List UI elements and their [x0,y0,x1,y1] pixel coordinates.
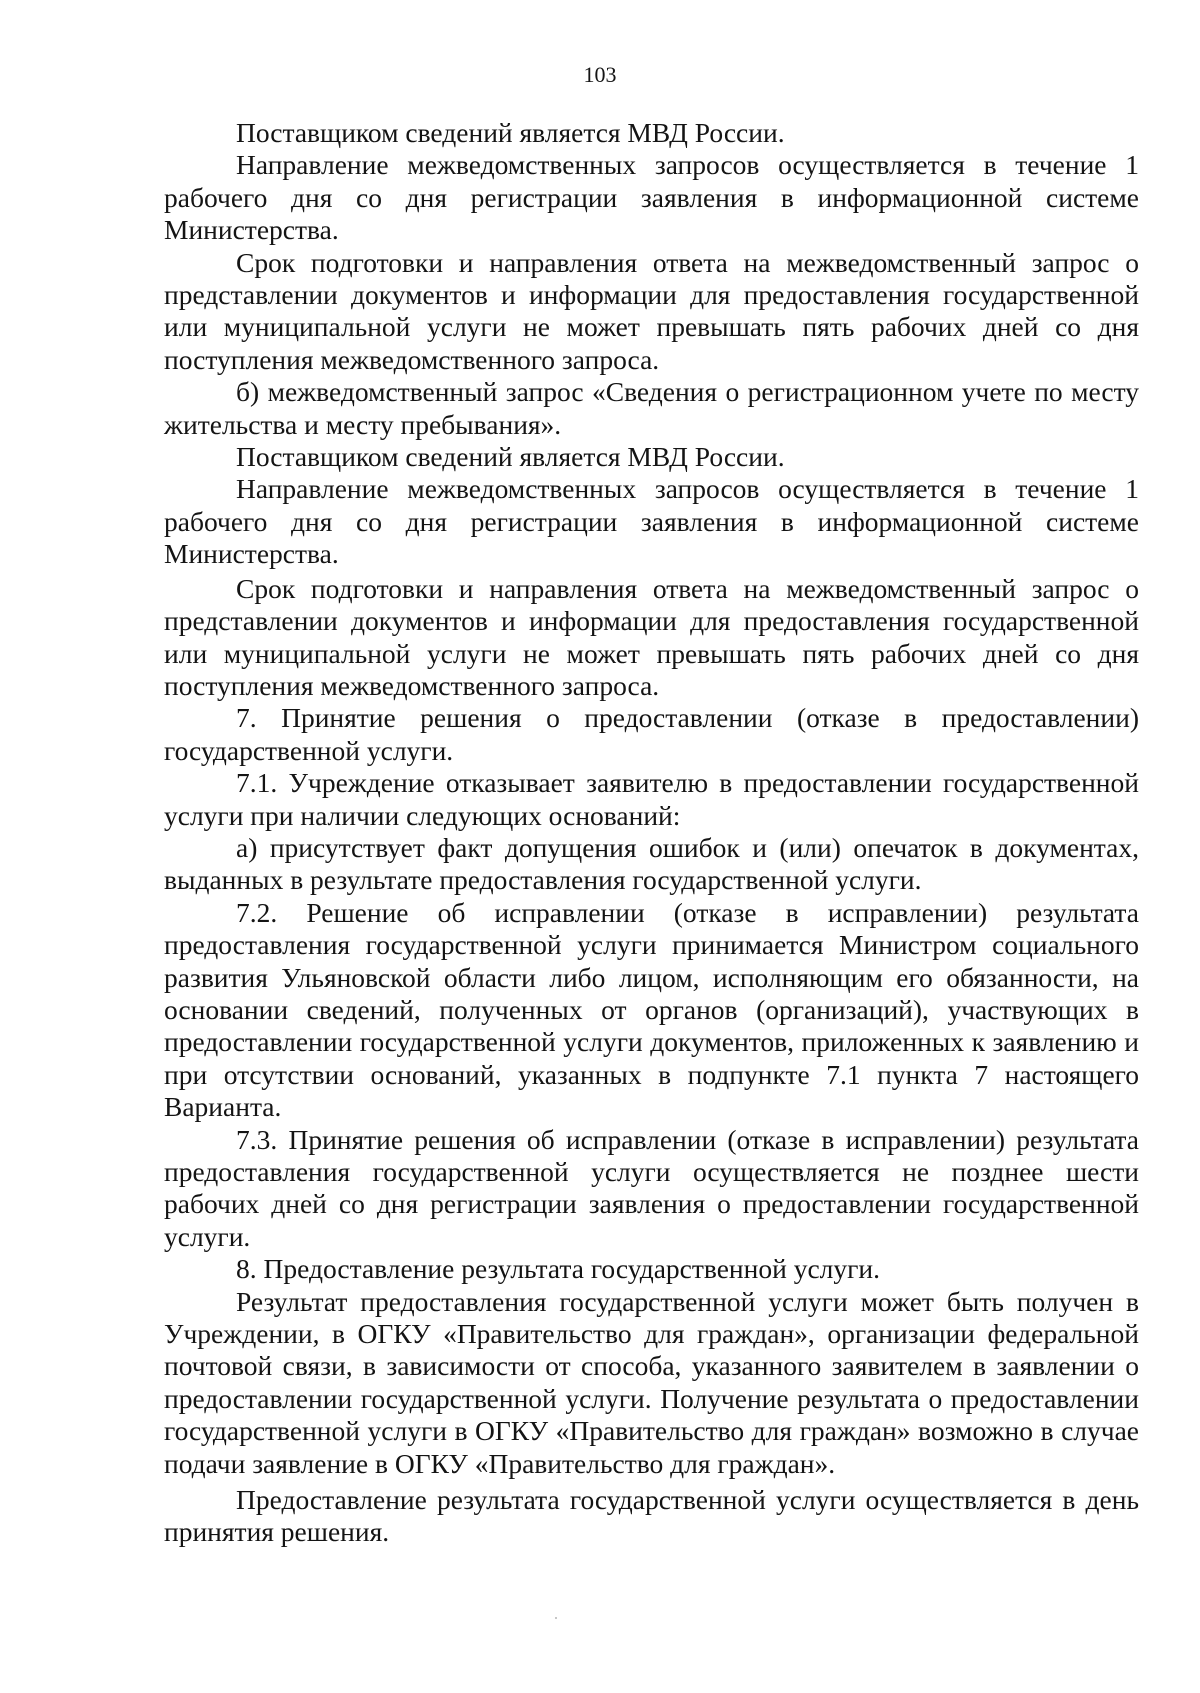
paragraph-request-b: б) межведомственный запрос «Сведения о регистрационном учете по месту жительства и месту пребывания». [164,376,1139,440]
paragraph-supplier-1: Поставщиком сведений является МВД России. [236,117,785,148]
paragraph-supplier-2: Поставщиком сведений является МВД России. [236,441,785,473]
paragraph-result-timing: Предоставление результата государственной услуги осуществляется в день принятия решения. [164,1484,1139,1548]
paragraph-section-7-3: 7.3. Принятие решения об исправлении (отказе в исправлении) результата предоставления государственной услуги осуществляется не позднее шести рабочих дней со дня регистрации заявления о предоставлении государственной услуги. [164,1123,1139,1252]
paragraph-section-7-2: 7.2. Решение об исправлении (отказе в исправлении) результата предоставления государственной услуги принимается Министром социального развития Ульяновской области либо лицом, исполняющим его обязанности, на основании сведений, полученных от органов (организаций), участвующих в предоставлении государственной услуги документов, приложенных к заявлению и при отсутствии оснований, указанных в подпункте 7.1 пункта 7 настоящего Варианта. [164,896,1139,1123]
page-number: 103 [583,62,617,87]
paragraph-request-direction-2: Направление межведомственных запросов осуществляется в течение 1 рабочего дня со дня регистрации заявления в информационной системе Министерства. [164,473,1139,570]
paragraph-response-deadline-2: Срок подготовки и направления ответа на межведомственный запрос о представлении документов и информации для предоставления государственной или муниципальной услуги не может превышать пять рабочих дней со дня поступления межведомственного запроса. [164,572,1139,701]
paragraph-section-8: 8. Предоставление результата государственной услуги. [236,1253,880,1285]
paragraph-section-7: 7. Принятие решения о предоставлении (отказе в предоставлении) государственной услуги. [164,702,1139,766]
scan-speck [555,1617,557,1619]
paragraph-ground-a: а) присутствует факт допущения ошибок и (или) опечаток в документах, выданных в результате предоставления государственной услуги. [164,831,1139,896]
paragraph-response-deadline-1: Срок подготовки и направления ответа на межведомственный запрос о представлении документов и информации для предоставления государственной или муниципальной услуги не может превышать пять рабочих дней со дня поступления межведомственного запроса. [164,246,1139,375]
paragraph-result-delivery: Результат предоставления государственной услуги может быть получен в Учреждении, в ОГКУ «Правительство для граждан», организации федеральной почтовой связи, в зависимости от способа, указанного заявителем в заявлении о предоставлении государственной услуги. Получение результата о предоставлении государственной услуги в ОГКУ «Правительство для граждан» возможно в случае подачи заявление в ОГКУ «Правительство для граждан». [164,1285,1139,1479]
paragraph-request-direction-1: Направление межведомственных запросов осуществляется в течение 1 рабочего дня со дня регистрации заявления в информационной системе Министерства. [164,149,1139,246]
document-body [164,117,1139,1549]
paragraph-section-7-1: 7.1. Учреждение отказывает заявителю в предоставлении государственной услуги при наличии следующих оснований: [164,767,1139,831]
